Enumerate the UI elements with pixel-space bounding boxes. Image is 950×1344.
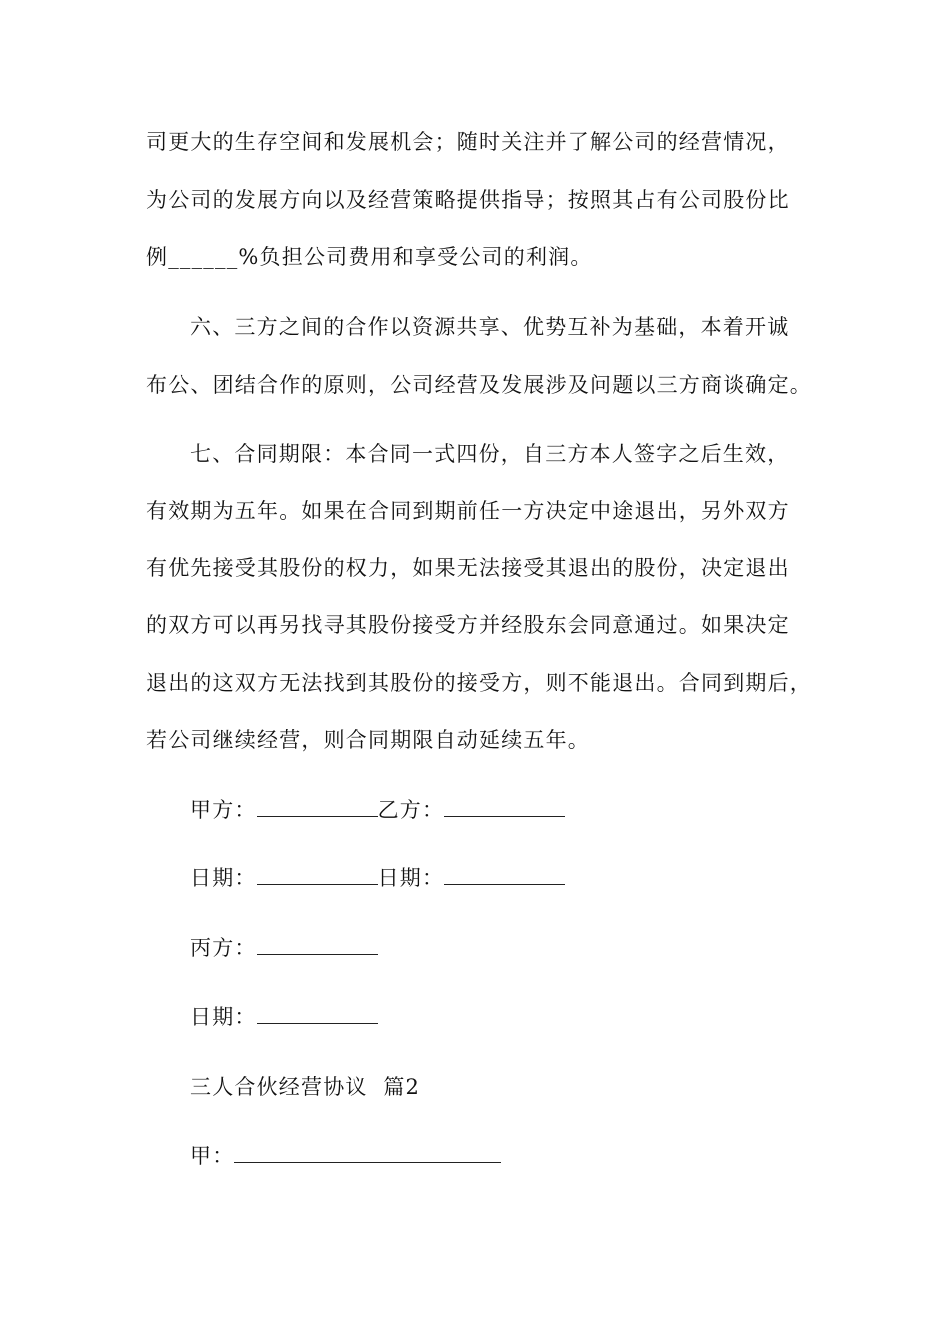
paragraph-7-line-1: 七、合同期限：本合同一式四份，自三方本人签字之后生效， bbox=[190, 442, 790, 466]
text-line bbox=[146, 242, 593, 272]
text-line: 有优先接受其股份的权力，如果无法接受其退出的股份，决定退出 bbox=[146, 556, 790, 580]
date-label: 日期： bbox=[190, 1005, 257, 1029]
party-a-label: 甲方： bbox=[190, 798, 257, 822]
paragraph-6-line-1: 六、三方之间的合作以资源共享、优势互补为基础，本着开诚 bbox=[190, 315, 790, 339]
date-c-line bbox=[257, 1003, 378, 1024]
party-a-signature-line bbox=[257, 796, 378, 817]
signature-row-dates-a-b bbox=[190, 863, 565, 893]
text-fragment: %负担公司费用和享受公司的利润。 bbox=[238, 245, 593, 269]
date-label: 日期： bbox=[190, 866, 257, 890]
section-2-party-a-row bbox=[190, 1141, 501, 1171]
percentage-blank: ______ bbox=[168, 245, 239, 269]
section-title: 三人合伙经营协议 篇2 bbox=[190, 1075, 421, 1099]
party-b-label: 乙方： bbox=[377, 798, 445, 822]
party-c-label: 丙方： bbox=[190, 936, 257, 960]
date-b-line bbox=[444, 864, 565, 885]
party-b-signature-line bbox=[444, 796, 565, 817]
signature-row-parties-a-b bbox=[190, 795, 565, 825]
text-line: 退出的这双方无法找到其股份的接受方，则不能退出。合同到期后， bbox=[146, 671, 812, 695]
text-line: 的双方可以再另找寻其股份接受方并经股东会同意通过。如果决定 bbox=[146, 613, 790, 637]
text-line: 若公司继续经营，则合同期限自动延续五年。 bbox=[146, 728, 590, 752]
date-a-line bbox=[257, 864, 378, 885]
signature-row-date-c bbox=[190, 1002, 378, 1032]
text-line: 布公、团结合作的原则，公司经营及发展涉及问题以三方商谈确定。 bbox=[146, 373, 812, 397]
party-a-name-line bbox=[234, 1142, 501, 1163]
party-a-label: 甲： bbox=[190, 1144, 235, 1168]
text-line: 为公司的发展方向以及经营策略提供指导；按照其占有公司股份比 bbox=[146, 188, 790, 212]
text-line: 有效期为五年。如果在合同到期前任一方决定中途退出，另外双方 bbox=[146, 499, 790, 523]
party-c-signature-line bbox=[257, 934, 378, 955]
signature-row-party-c bbox=[190, 933, 378, 963]
text-line: 司更大的生存空间和发展机会；随时关注并了解公司的经营情况， bbox=[146, 130, 790, 154]
text-fragment: 例 bbox=[146, 245, 169, 269]
date-label: 日期： bbox=[377, 866, 445, 890]
